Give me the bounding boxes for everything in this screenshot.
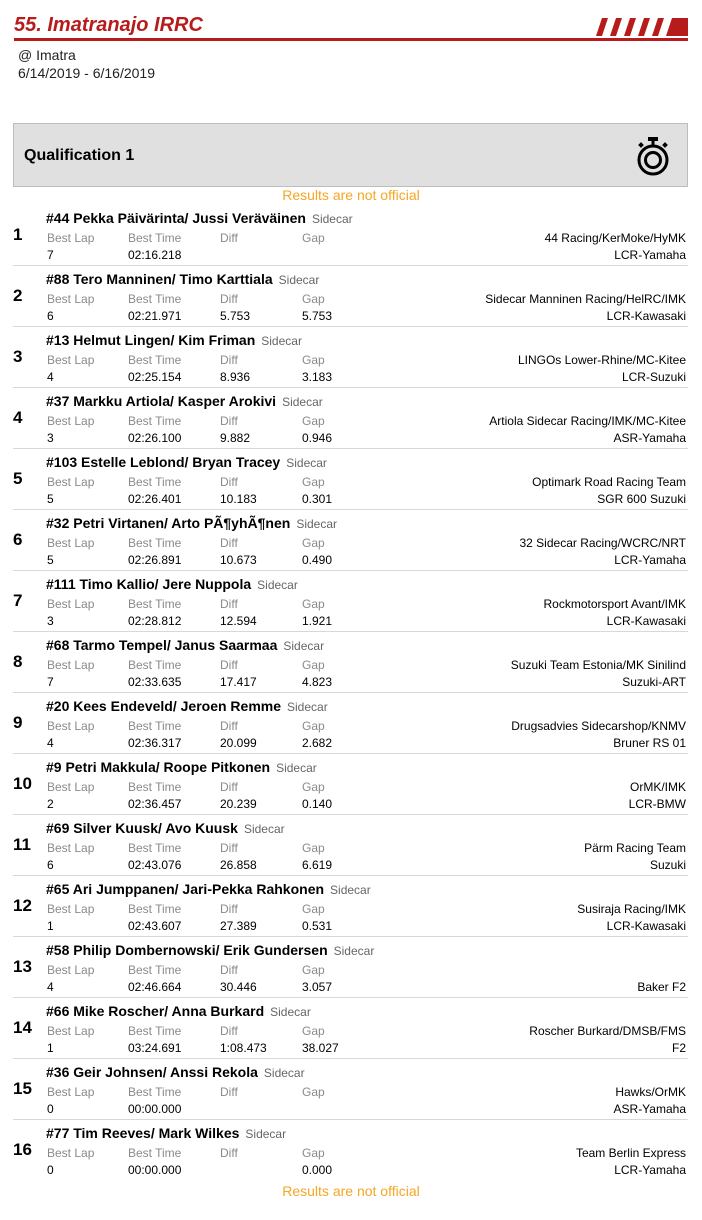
rider-names bbox=[46, 759, 317, 775]
team-name: Susiraja Racing/IMK bbox=[577, 902, 686, 916]
position: 7 bbox=[13, 591, 23, 610]
class-label: Sidecar bbox=[333, 944, 375, 958]
position: 16 bbox=[13, 1140, 32, 1159]
gap-label: Gap bbox=[302, 1146, 325, 1160]
class-label: Sidecar bbox=[243, 822, 285, 836]
rider-names bbox=[46, 1003, 311, 1019]
best-time-label: Best Time bbox=[128, 292, 182, 306]
best-time-value: 02:28.812 bbox=[128, 614, 182, 628]
best-lap-value: 3 bbox=[47, 614, 54, 628]
rider-names bbox=[46, 1125, 286, 1141]
class-label: Sidecar bbox=[261, 334, 302, 348]
gap-label: Gap bbox=[302, 719, 325, 733]
diff-label: Diff bbox=[220, 292, 238, 306]
gap-label: Gap bbox=[302, 353, 325, 367]
best-time-value: 02:16.218 bbox=[128, 248, 182, 262]
gap-label: Gap bbox=[302, 902, 325, 916]
best-time-value: 02:43.076 bbox=[128, 858, 182, 872]
diff-value: 10.183 bbox=[220, 492, 257, 506]
class-label: Sidecar bbox=[257, 578, 298, 592]
bike-name: Suzuki-ART bbox=[622, 675, 686, 689]
rider-names bbox=[46, 637, 324, 653]
rider-names bbox=[46, 271, 319, 287]
best-time-value: 00:00.000 bbox=[128, 1163, 182, 1177]
best-time-value: 00:00.000 bbox=[128, 1102, 182, 1116]
rider-names-text: #69 Silver Kuusk/ Avo Kuusk bbox=[46, 820, 238, 836]
bike-name: LCR-Yamaha bbox=[614, 248, 686, 262]
best-time-label: Best Time bbox=[128, 1146, 182, 1160]
bike-name: LCR-Yamaha bbox=[614, 553, 686, 567]
position: 15 bbox=[13, 1079, 32, 1098]
best-time-value: 02:43.607 bbox=[128, 919, 182, 933]
diff-label: Diff bbox=[220, 719, 238, 733]
event-dates: 6/14/2019 - 6/16/2019 bbox=[18, 65, 156, 81]
gap-value: 1.921 bbox=[302, 614, 333, 628]
best-time-label: Best Time bbox=[128, 231, 182, 245]
result-row bbox=[13, 754, 688, 815]
gap-value: 4.823 bbox=[302, 675, 333, 689]
diff-value: 5.753 bbox=[220, 309, 251, 323]
stopwatch-icon bbox=[635, 136, 671, 176]
session-title: Qualification 1 bbox=[24, 147, 135, 164]
class-label: Sidecar bbox=[245, 1127, 287, 1141]
bike-name: Baker F2 bbox=[637, 980, 686, 994]
diff-label: Diff bbox=[220, 231, 238, 245]
team-name: OrMK/IMK bbox=[630, 780, 686, 794]
gap-value: 3.057 bbox=[302, 980, 333, 994]
best-lap-label: Best Lap bbox=[47, 231, 95, 245]
gap-value: 0.531 bbox=[302, 919, 333, 933]
class-label: Sidecar bbox=[282, 395, 323, 409]
best-time-label: Best Time bbox=[128, 780, 182, 794]
position: 11 bbox=[13, 835, 31, 854]
best-lap-value: 4 bbox=[47, 980, 54, 994]
team-name: Rockmotorsport Avant/IMK bbox=[543, 597, 686, 611]
result-row bbox=[13, 876, 688, 937]
best-time-label: Best Time bbox=[128, 841, 182, 855]
best-lap-label: Best Lap bbox=[47, 292, 95, 306]
best-lap-label: Best Lap bbox=[47, 1024, 95, 1038]
team-name: Roscher Burkard/DMSB/FMS bbox=[529, 1024, 686, 1038]
position: 12 bbox=[13, 896, 32, 915]
best-time-label: Best Time bbox=[128, 963, 182, 977]
team-name: Suzuki Team Estonia/MK Sinilind bbox=[510, 658, 686, 672]
diff-value: 20.099 bbox=[220, 736, 257, 750]
gap-value: 5.753 bbox=[302, 309, 333, 323]
best-lap-label: Best Lap bbox=[47, 902, 95, 916]
class-label: Sidecar bbox=[287, 700, 328, 714]
rider-names-text: #32 Petri Virtanen/ Arto PÃ¶yhÃ¶nen bbox=[46, 515, 291, 531]
best-time-value: 02:46.664 bbox=[128, 980, 182, 994]
team-name: Hawks/OrMK bbox=[615, 1085, 686, 1099]
class-label: Sidecar bbox=[311, 212, 353, 226]
class-label: Sidecar bbox=[278, 273, 320, 287]
rider-names-text: #9 Petri Makkula/ Roope Pitkonen bbox=[46, 759, 271, 775]
rider-names bbox=[46, 698, 328, 714]
team-name: Pärm Racing Team bbox=[584, 841, 686, 855]
diff-value: 1:08.473 bbox=[220, 1041, 267, 1055]
gap-value: 0.490 bbox=[302, 553, 333, 567]
class-label: Sidecar bbox=[283, 639, 325, 653]
diff-value: 10.673 bbox=[220, 553, 257, 567]
best-lap-value: 5 bbox=[47, 553, 54, 567]
best-lap-value: 1 bbox=[47, 1041, 54, 1055]
rider-names-text: #66 Mike Roscher/ Anna Burkard bbox=[46, 1003, 265, 1019]
result-row bbox=[13, 510, 688, 571]
team-name: Drugsadvies Sidecarshop/KNMV bbox=[511, 719, 686, 733]
result-row bbox=[13, 937, 688, 998]
best-lap-value: 4 bbox=[47, 370, 54, 384]
gap-value: 6.619 bbox=[302, 858, 333, 872]
class-label: Sidecar bbox=[270, 1005, 311, 1019]
rider-names bbox=[46, 881, 371, 897]
position: 3 bbox=[13, 347, 23, 366]
bike-name: LCR-Suzuki bbox=[621, 370, 686, 384]
rider-names bbox=[46, 515, 337, 531]
gap-label: Gap bbox=[302, 841, 325, 855]
bike-name: Bruner RS 01 bbox=[613, 736, 686, 750]
position: 10 bbox=[13, 774, 32, 793]
best-lap-value: 2 bbox=[47, 797, 54, 811]
gap-value: 0.946 bbox=[302, 431, 333, 445]
gap-value: 0.301 bbox=[302, 492, 333, 506]
bike-name: Suzuki bbox=[649, 858, 686, 872]
best-time-value: 02:25.154 bbox=[128, 370, 182, 384]
class-label: Sidecar bbox=[263, 1066, 305, 1080]
best-time-value: 03:24.691 bbox=[128, 1041, 182, 1055]
gap-label: Gap bbox=[302, 963, 325, 977]
best-lap-value: 6 bbox=[47, 858, 54, 872]
best-time-value: 02:36.457 bbox=[128, 797, 182, 811]
best-lap-label: Best Lap bbox=[47, 353, 95, 367]
diff-value: 20.239 bbox=[220, 797, 257, 811]
team-name: LINGOs Lower-Rhine/MC-Kitee bbox=[517, 353, 686, 367]
team-name: Optimark Road Racing Team bbox=[532, 475, 686, 489]
best-lap-label: Best Lap bbox=[47, 719, 95, 733]
team-name: 44 Racing/KerMoke/HyMK bbox=[544, 231, 686, 245]
result-row bbox=[13, 998, 688, 1059]
best-lap-value: 6 bbox=[47, 309, 54, 323]
unofficial-notice-bottom: Results are not official bbox=[282, 1183, 420, 1199]
gap-value: 0.140 bbox=[302, 797, 333, 811]
best-lap-label: Best Lap bbox=[47, 475, 95, 489]
diff-label: Diff bbox=[220, 841, 238, 855]
bike-name: LCR-Yamaha bbox=[614, 1163, 686, 1177]
diff-value: 12.594 bbox=[220, 614, 257, 628]
best-time-value: 02:26.401 bbox=[128, 492, 182, 506]
gap-label: Gap bbox=[302, 780, 325, 794]
result-row bbox=[13, 266, 688, 327]
best-time-value: 02:33.635 bbox=[128, 675, 182, 689]
best-lap-value: 1 bbox=[47, 919, 54, 933]
best-lap-value: 4 bbox=[47, 736, 54, 750]
position: 14 bbox=[13, 1018, 32, 1037]
best-time-value: 02:36.317 bbox=[128, 736, 182, 750]
diff-label: Diff bbox=[220, 475, 238, 489]
team-name: Artiola Sidecar Racing/IMK/MC-Kitee bbox=[489, 414, 686, 428]
gap-value: 0.000 bbox=[302, 1163, 333, 1177]
rider-names bbox=[46, 332, 302, 348]
position: 2 bbox=[13, 286, 23, 305]
result-row bbox=[13, 327, 688, 388]
rider-names bbox=[46, 1064, 305, 1080]
rider-names-text: #111 Timo Kallio/ Jere Nuppola bbox=[46, 576, 252, 592]
best-lap-label: Best Lap bbox=[47, 1146, 95, 1160]
rider-names-text: #20 Kees Endeveld/ Jeroen Remme bbox=[46, 698, 282, 714]
best-lap-label: Best Lap bbox=[47, 1085, 95, 1099]
team-name: Sidecar Manninen Racing/HelRC/IMK bbox=[485, 292, 686, 306]
bike-name: ASR-Yamaha bbox=[613, 431, 686, 445]
best-time-label: Best Time bbox=[128, 719, 182, 733]
diff-label: Diff bbox=[220, 353, 238, 367]
class-label: Sidecar bbox=[286, 456, 327, 470]
position: 4 bbox=[13, 408, 23, 427]
diff-label: Diff bbox=[220, 902, 238, 916]
gap-label: Gap bbox=[302, 658, 325, 672]
result-row bbox=[13, 205, 688, 266]
best-lap-value: 7 bbox=[47, 248, 54, 262]
best-lap-value: 3 bbox=[47, 431, 54, 445]
rider-names-text: #58 Philip Dombernowski/ Erik Gundersen bbox=[46, 942, 328, 958]
bike-name: LCR-Kawasaki bbox=[606, 919, 686, 933]
position: 6 bbox=[13, 530, 23, 549]
result-row bbox=[13, 571, 688, 632]
position: 8 bbox=[13, 652, 23, 671]
diff-value: 30.446 bbox=[220, 980, 257, 994]
best-lap-label: Best Lap bbox=[47, 963, 95, 977]
best-lap-label: Best Lap bbox=[47, 841, 95, 855]
event-location: @ Imatra bbox=[18, 47, 76, 63]
best-time-value: 02:21.971 bbox=[128, 309, 182, 323]
bike-name: LCR-Kawasaki bbox=[606, 309, 686, 323]
best-lap-label: Best Lap bbox=[47, 536, 95, 550]
gap-label: Gap bbox=[302, 1024, 325, 1038]
diff-label: Diff bbox=[220, 963, 238, 977]
gap-value: 38.027 bbox=[302, 1041, 339, 1055]
gap-label: Gap bbox=[302, 231, 325, 245]
best-time-label: Best Time bbox=[128, 536, 182, 550]
best-lap-label: Best Lap bbox=[47, 414, 95, 428]
result-row bbox=[13, 1120, 688, 1181]
rider-names bbox=[46, 454, 327, 470]
class-label: Sidecar bbox=[276, 761, 317, 775]
best-time-label: Best Time bbox=[128, 475, 182, 489]
unofficial-notice-top: Results are not official bbox=[282, 187, 420, 203]
racing-stripes-logo bbox=[588, 18, 688, 36]
best-lap-label: Best Lap bbox=[47, 597, 95, 611]
position: 1 bbox=[13, 225, 23, 244]
best-lap-label: Best Lap bbox=[47, 780, 95, 794]
gap-value: 2.682 bbox=[302, 736, 333, 750]
position: 9 bbox=[13, 713, 23, 732]
gap-label: Gap bbox=[302, 475, 325, 489]
best-lap-value: 7 bbox=[47, 675, 54, 689]
best-lap-label: Best Lap bbox=[47, 658, 95, 672]
diff-value: 9.882 bbox=[220, 431, 251, 445]
position: 13 bbox=[13, 957, 32, 976]
diff-label: Diff bbox=[220, 780, 238, 794]
rider-names-text: #44 Pekka Päivärinta/ Jussi Veräväinen bbox=[46, 210, 306, 226]
rider-names-text: #68 Tarmo Tempel/ Janus Saarmaa bbox=[46, 637, 278, 653]
best-time-label: Best Time bbox=[128, 353, 182, 367]
result-row bbox=[13, 1059, 688, 1120]
diff-label: Diff bbox=[220, 414, 238, 428]
best-time-label: Best Time bbox=[128, 658, 182, 672]
rider-names-text: #88 Tero Manninen/ Timo Karttiala bbox=[46, 271, 273, 287]
position: 5 bbox=[13, 469, 23, 488]
event-title: 55. Imatranajo IRRC bbox=[14, 14, 203, 36]
diff-label: Diff bbox=[220, 658, 238, 672]
class-label: Sidecar bbox=[330, 883, 371, 897]
rider-names bbox=[46, 210, 353, 226]
best-time-value: 02:26.891 bbox=[128, 553, 182, 567]
diff-value: 26.858 bbox=[220, 858, 257, 872]
rider-names-text: #103 Estelle Leblond/ Bryan Tracey bbox=[46, 454, 281, 470]
result-row bbox=[13, 693, 688, 754]
diff-value: 8.936 bbox=[220, 370, 251, 384]
gap-label: Gap bbox=[302, 1085, 325, 1099]
bike-name: LCR-BMW bbox=[628, 797, 686, 811]
rider-names-text: #77 Tim Reeves/ Mark Wilkes bbox=[46, 1125, 240, 1141]
rider-names bbox=[46, 942, 374, 958]
result-row bbox=[13, 815, 688, 876]
rider-names-text: #36 Geir Johnsen/ Anssi Rekola bbox=[46, 1064, 258, 1080]
header-divider bbox=[14, 38, 688, 41]
best-time-label: Best Time bbox=[128, 902, 182, 916]
diff-label: Diff bbox=[220, 1146, 238, 1160]
gap-label: Gap bbox=[302, 292, 325, 306]
bike-name: F2 bbox=[671, 1041, 686, 1055]
diff-label: Diff bbox=[220, 536, 238, 550]
gap-label: Gap bbox=[302, 414, 325, 428]
results-list bbox=[13, 205, 688, 1181]
best-time-label: Best Time bbox=[128, 1085, 182, 1099]
bike-name: ASR-Yamaha bbox=[613, 1102, 686, 1116]
best-time-label: Best Time bbox=[128, 597, 182, 611]
result-row bbox=[13, 388, 688, 449]
diff-label: Diff bbox=[220, 1024, 238, 1038]
result-row bbox=[13, 449, 688, 510]
best-time-label: Best Time bbox=[128, 1024, 182, 1038]
diff-value: 17.417 bbox=[220, 675, 257, 689]
gap-value: 3.183 bbox=[302, 370, 333, 384]
gap-label: Gap bbox=[302, 597, 325, 611]
bike-name: SGR 600 Suzuki bbox=[597, 492, 686, 506]
best-time-label: Best Time bbox=[128, 414, 182, 428]
team-name: Team Berlin Express bbox=[575, 1146, 686, 1160]
best-lap-value: 0 bbox=[47, 1163, 54, 1177]
team-name: 32 Sidecar Racing/WCRC/NRT bbox=[519, 536, 686, 550]
rider-names-text: #65 Ari Jumppanen/ Jari-Pekka Rahkonen bbox=[46, 881, 325, 897]
session-panel bbox=[13, 123, 688, 187]
rider-names-text: #13 Helmut Lingen/ Kim Friman bbox=[46, 332, 256, 348]
best-time-value: 02:26.100 bbox=[128, 431, 182, 445]
result-row bbox=[13, 632, 688, 693]
best-lap-value: 5 bbox=[47, 492, 54, 506]
best-lap-value: 0 bbox=[47, 1102, 54, 1116]
rider-names bbox=[46, 393, 323, 409]
rider-names bbox=[46, 576, 298, 592]
class-label: Sidecar bbox=[296, 517, 337, 531]
diff-label: Diff bbox=[220, 1085, 238, 1099]
gap-label: Gap bbox=[302, 536, 325, 550]
diff-value: 27.389 bbox=[220, 919, 257, 933]
rider-names-text: #37 Markku Artiola/ Kasper Arokivi bbox=[46, 393, 277, 409]
rider-names bbox=[46, 820, 285, 836]
bike-name: LCR-Kawasaki bbox=[606, 614, 686, 628]
diff-label: Diff bbox=[220, 597, 238, 611]
